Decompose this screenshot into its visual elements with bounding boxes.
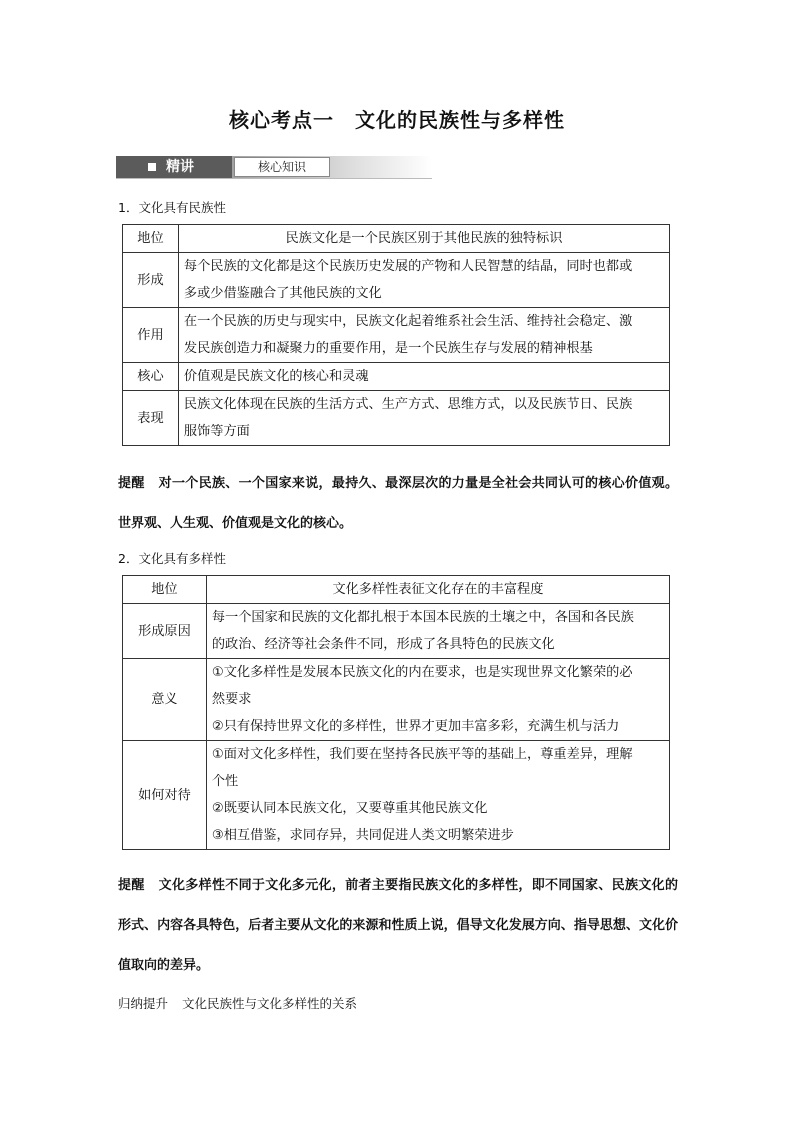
table-row bbox=[123, 604, 670, 659]
content-line: ①面对文化多样性，我们要在坚持各民族平等的基础上，尊重差异，理解 bbox=[211, 747, 633, 762]
banner-underline bbox=[116, 178, 432, 179]
content-line: 在一个民族的历史与现实中，民族文化起着维系社会生活、维持社会稳定、激 bbox=[183, 314, 633, 329]
row-label: 核心 bbox=[123, 363, 179, 391]
row-label: 形成 bbox=[123, 253, 179, 308]
table-row bbox=[123, 253, 670, 308]
content-line: ③相互借鉴，求同存异，共同促进人类文明繁荣进步 bbox=[211, 828, 514, 843]
row-label: 意义 bbox=[123, 659, 207, 741]
banner-label: 精讲 bbox=[166, 159, 194, 175]
content-line: ①文化多样性是发展本民族文化的内在要求，也是实现世界文化繁荣的必 bbox=[211, 665, 633, 680]
table-row bbox=[123, 659, 670, 741]
summary-text: 文化民族性与文化多样性的关系 bbox=[182, 996, 358, 1011]
section2-table bbox=[122, 575, 670, 850]
row-label: 作用 bbox=[123, 308, 179, 363]
square-bullet-icon bbox=[148, 163, 156, 171]
section2-heading: 2．文化具有多样性 bbox=[118, 551, 226, 566]
row-label: 形成原因 bbox=[123, 604, 207, 659]
reminder-1 bbox=[118, 464, 678, 544]
reminder-text: 对一个民族、一个国家来说，最持久、最深层次的力量是全社会共同认可的核心价值观。世界观、人生观、价值观是文化的核心。 bbox=[118, 476, 678, 531]
content-line: 每个民族的文化都是这个民族历史发展的产物和人民智慧的结晶，同时也都或 bbox=[183, 259, 633, 274]
table-row bbox=[123, 308, 670, 363]
row-content: 民族文化是一个民族区别于其他民族的独特标识 bbox=[178, 225, 669, 253]
content-line: ②既要认同本民族文化，又要尊重其他民族文化 bbox=[211, 801, 488, 816]
reminder-key: 提醒 bbox=[118, 476, 145, 491]
content-line: 个性 bbox=[211, 774, 239, 789]
row-content bbox=[206, 659, 669, 741]
section1-table bbox=[122, 224, 670, 446]
section1-heading: 1．文化具有民族性 bbox=[118, 200, 226, 215]
table-row bbox=[123, 391, 670, 446]
banner-label-box bbox=[116, 156, 232, 178]
reminder-2 bbox=[118, 866, 678, 986]
row-label: 如何对待 bbox=[123, 741, 207, 850]
content-line: ②只有保持世界文化的多样性，世界才更加丰富多彩，充满生机与活力 bbox=[211, 719, 620, 734]
content-line: 发民族创造力和凝聚力的重要作用，是一个民族生存与发展的精神根基 bbox=[183, 341, 593, 356]
row-content bbox=[206, 741, 669, 850]
content-line: 每一个国家和民族的文化都扎根于本国本民族的土壤之中，各国和各民族 bbox=[211, 610, 634, 625]
summary-key: 归纳提升 bbox=[118, 996, 169, 1011]
row-label: 表现 bbox=[123, 391, 179, 446]
row-content bbox=[178, 391, 669, 446]
table-row bbox=[123, 741, 670, 850]
table-row bbox=[123, 225, 670, 253]
row-label: 地位 bbox=[123, 225, 179, 253]
reminder-key: 提醒 bbox=[118, 878, 145, 893]
summary-line bbox=[118, 994, 357, 1012]
row-content bbox=[178, 308, 669, 363]
row-content bbox=[178, 363, 669, 391]
content-line: 价值观是民族文化的核心和灵魂 bbox=[183, 369, 369, 384]
row-content: 文化多样性表征文化存在的丰富程度 bbox=[206, 576, 669, 604]
row-label: 地位 bbox=[123, 576, 207, 604]
table-row bbox=[123, 576, 670, 604]
reminder-text: 文化多样性不同于文化多元化，前者主要指民族文化的多样性，即不同国家、民族文化的形式、内容各具特色，后者主要从文化的来源和性质上说，倡导文化发展方向、指导思想、文化价值取向的差异。 bbox=[118, 878, 678, 973]
table-row bbox=[123, 363, 670, 391]
content-line: 服饰等方面 bbox=[183, 424, 250, 439]
content-line: 民族文化体现在民族的生活方式、生产方式、思维方式，以及民族节日、民族 bbox=[183, 397, 633, 412]
content-line: 多或少借鉴融合了其他民族的文化 bbox=[183, 286, 382, 301]
section-banner bbox=[116, 156, 432, 180]
page-title: 核心考点一 文化的民族性与多样性 bbox=[229, 108, 565, 132]
row-content bbox=[178, 253, 669, 308]
content-line: 然要求 bbox=[211, 692, 252, 707]
row-content bbox=[206, 604, 669, 659]
content-line: 的政治、经济等社会条件不同，形成了各具特色的民族文化 bbox=[211, 637, 555, 652]
banner-tab: 核心知识 bbox=[234, 157, 330, 177]
